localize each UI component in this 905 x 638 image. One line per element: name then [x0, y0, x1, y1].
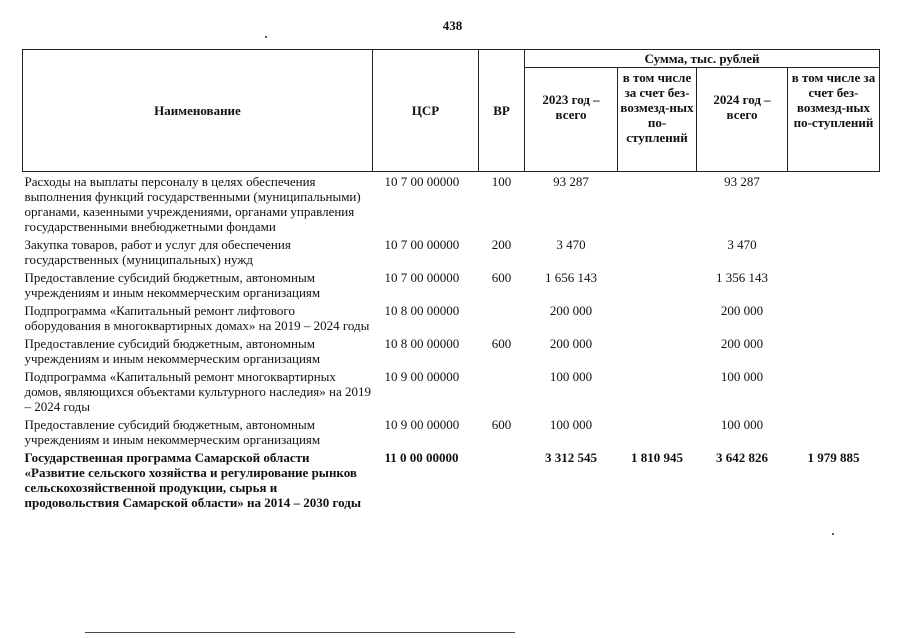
row-2024-grants — [788, 234, 880, 267]
row-2024-total: 100 000 — [720, 369, 764, 384]
row-2024-grants — [788, 414, 880, 447]
table-row — [23, 234, 880, 267]
header-2024-grants: в том числе за счет без-возмезд-ных по-ступлений — [788, 68, 880, 172]
row-2023-total: 200 000 — [549, 336, 593, 351]
row-2024-total: 3 642 826 — [716, 450, 768, 465]
row-2023-total: 1 656 143 — [545, 270, 597, 285]
row-vr: 100 — [491, 174, 512, 189]
row-2024-total: 1 356 143 — [716, 270, 768, 285]
header-2024-total: 2024 год – всего — [697, 68, 788, 172]
row-vr: 600 — [491, 336, 512, 351]
header-2023-total: 2023 год – всего — [525, 68, 618, 172]
row-name: Подпрограмма «Капитальный ремонт лифтового оборудования в многоквартирных домах» на 2019 – 2024 годы — [24, 303, 370, 333]
header-2023-grants: в том числе за счет без-возмезд-ных по-ступлений — [618, 68, 697, 172]
row-2023-grants — [618, 366, 697, 414]
row-vr — [479, 447, 525, 510]
row-csr: 10 8 00 00000 — [384, 303, 460, 318]
row-name: Предоставление субсидий бюджетным, автономным учреждениям и иным некоммерческим организациям — [24, 417, 321, 447]
table-row — [23, 366, 880, 414]
header-sum: Сумма, тыс. рублей — [525, 50, 880, 68]
row-2023-grants: 1 810 945 — [631, 450, 683, 465]
footer-divider — [85, 632, 515, 633]
row-2024-grants — [788, 172, 880, 235]
row-csr: 10 9 00 00000 — [384, 369, 460, 384]
row-2023-grants — [618, 333, 697, 366]
row-2023-grants — [618, 234, 697, 267]
table-row — [23, 300, 880, 333]
row-2024-total: 200 000 — [720, 303, 764, 318]
row-name: Предоставление субсидий бюджетным, автономным учреждениям и иным некоммерческим организациям — [24, 270, 321, 300]
row-csr: 10 9 00 00000 — [384, 417, 460, 432]
row-2024-grants — [788, 300, 880, 333]
row-2024-total: 100 000 — [720, 417, 764, 432]
row-2024-grants — [788, 333, 880, 366]
row-name: Подпрограмма «Капитальный ремонт многоквартирных домов, являющихся объектами культурного наследия» на 2019 – 2024 годы — [24, 369, 371, 414]
row-vr: 600 — [491, 417, 512, 432]
row-name: Государственная программа Самарской области «Развитие сельского хозяйства и регулирование рынков сельскохозяйственной продукции, сырья и продовольствия Самарской области» на 2014 – 2030 годы — [24, 450, 361, 510]
row-csr: 10 8 00 00000 — [384, 336, 460, 351]
header-csr: ЦСР — [373, 50, 479, 172]
table-row — [23, 414, 880, 447]
header-name: Наименование — [23, 50, 373, 172]
row-2023-grants — [618, 414, 697, 447]
row-2024-total: 200 000 — [720, 336, 764, 351]
row-2024-grants — [788, 366, 880, 414]
row-name: Предоставление субсидий бюджетным, автономным учреждениям и иным некоммерческим организациям — [24, 336, 321, 366]
row-csr: 10 7 00 00000 — [384, 270, 460, 285]
table-row — [23, 267, 880, 300]
row-2024-grants — [788, 267, 880, 300]
row-vr: 200 — [491, 237, 512, 252]
row-2023-grants — [618, 172, 697, 235]
row-name: Расходы на выплаты персоналу в целях обеспечения выполнения функций государственными (муниципальными) органами, казенными учреждениями, органами управления государственными внебюджетными фондами — [24, 174, 361, 234]
header-vr: ВР — [479, 50, 525, 172]
scan-speck — [832, 533, 834, 535]
row-2024-total: 93 287 — [724, 174, 760, 189]
row-vr — [479, 366, 525, 414]
page-number: 438 — [442, 18, 463, 33]
budget-table — [22, 49, 880, 510]
row-2023-total: 93 287 — [553, 174, 589, 189]
scan-speck — [265, 36, 267, 38]
row-2023-total: 200 000 — [549, 303, 593, 318]
table-header — [23, 50, 880, 172]
row-2023-total: 100 000 — [549, 369, 593, 384]
row-2023-grants — [618, 267, 697, 300]
table-body — [23, 172, 880, 511]
row-vr: 600 — [491, 270, 512, 285]
row-vr — [479, 300, 525, 333]
row-2023-total: 3 312 545 — [545, 450, 597, 465]
table-row — [23, 172, 880, 235]
row-2023-total: 3 470 — [556, 237, 586, 252]
row-2024-grants: 1 979 885 — [807, 450, 860, 465]
row-2023-grants — [618, 300, 697, 333]
row-2023-total: 100 000 — [549, 417, 593, 432]
table-row — [23, 333, 880, 366]
row-csr: 10 7 00 00000 — [384, 174, 460, 189]
row-csr: 11 0 00 00000 — [384, 450, 459, 465]
row-2024-total: 3 470 — [727, 237, 757, 252]
row-name: Закупка товаров, работ и услуг для обеспечения государственных (муниципальных) нужд — [24, 237, 291, 267]
table-row-program-total — [23, 447, 880, 510]
row-csr: 10 7 00 00000 — [384, 237, 460, 252]
